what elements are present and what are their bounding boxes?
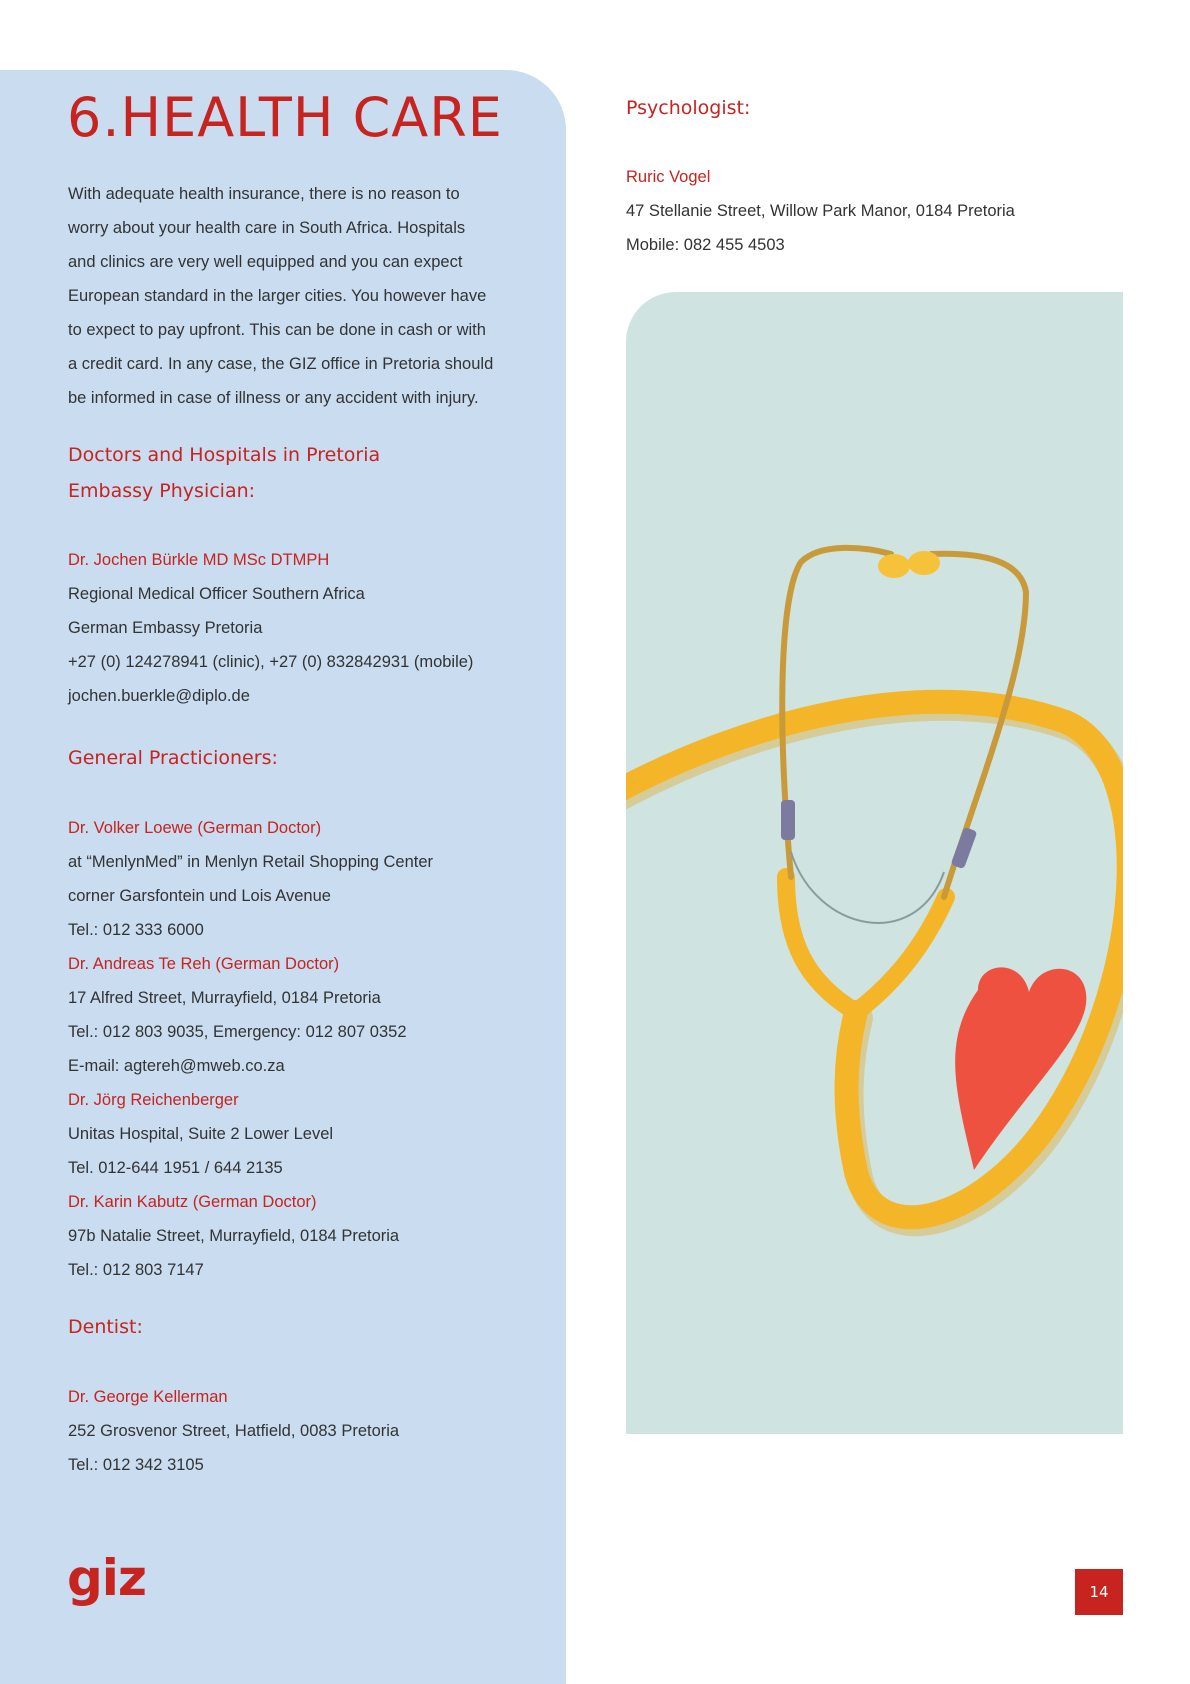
doctor-name: Dr. Jörg Reichenberger bbox=[68, 1091, 239, 1109]
photo-background bbox=[626, 292, 1123, 1434]
physician-name: Dr. Jochen Bürkle MD MSc DTMPH bbox=[68, 551, 330, 569]
contact-line: 97b Natalie Street, Murrayfield, 0184 Pretoria bbox=[68, 1227, 400, 1245]
intro-line: a credit card. In any case, the GIZ office in Pretoria should bbox=[68, 355, 494, 373]
contact-line: Regional Medical Officer Southern Africa bbox=[68, 585, 365, 603]
embassy-physician-contact bbox=[68, 543, 548, 713]
page-number-badge: 14 bbox=[1075, 1569, 1123, 1615]
doctor-name: Dr. Karin Kabutz (German Doctor) bbox=[68, 1193, 317, 1211]
intro-line: European standard in the larger cities. You however have bbox=[68, 287, 487, 305]
contact-line: 17 Alfred Street, Murrayfield, 0184 Pretoria bbox=[68, 989, 381, 1007]
email-link[interactable]: jochen.buerkle@diplo.de bbox=[68, 687, 250, 705]
sleeve-left bbox=[781, 800, 795, 840]
ear-tip-right bbox=[908, 551, 940, 575]
doctor-name: Dr. Volker Loewe (German Doctor) bbox=[68, 819, 322, 837]
contact-line: Tel. 012-644 1951 / 644 2135 bbox=[68, 1159, 283, 1177]
giz-logo: giz bbox=[67, 1549, 147, 1607]
contact-line: German Embassy Pretoria bbox=[68, 619, 263, 637]
psychologist-heading: Psychologist: bbox=[626, 97, 751, 119]
contact-line: Unitas Hospital, Suite 2 Lower Level bbox=[68, 1125, 334, 1143]
doctor-name: Dr. Andreas Te Reh (German Doctor) bbox=[68, 955, 340, 973]
contact-line: at “MenlynMed” in Menlyn Retail Shopping Center bbox=[68, 853, 434, 871]
contact-line: Mobile: 082 455 4503 bbox=[626, 236, 785, 254]
contact-line: 252 Grosvenor Street, Hatfield, 0083 Pretoria bbox=[68, 1422, 400, 1440]
general-practitioners-list bbox=[68, 811, 548, 1287]
contact-line: Tel.: 012 803 9035, Emergency: 012 807 0352 bbox=[68, 1023, 407, 1041]
intro-paragraph bbox=[68, 177, 518, 415]
dentist-name: Dr. George Kellerman bbox=[68, 1388, 228, 1406]
contact-line: +27 (0) 124278941 (clinic), +27 (0) 832842931 (mobile) bbox=[68, 653, 474, 671]
intro-line: be informed in case of illness or any accident with injury. bbox=[68, 389, 479, 407]
intro-line: and clinics are very well equipped and you can expect bbox=[68, 253, 463, 271]
intro-line: With adequate health insurance, there is no reason to bbox=[68, 185, 460, 203]
ear-tip-left bbox=[878, 554, 910, 578]
doctors-hospitals-heading: Doctors and Hospitals in Pretoria bbox=[68, 444, 381, 466]
page-title: 6.HEALTH CARE bbox=[67, 86, 503, 149]
contact-line: Tel.: 012 803 7147 bbox=[68, 1261, 204, 1279]
general-practitioners-heading: General Practicioners: bbox=[68, 747, 278, 769]
contact-line: corner Garsfontein und Lois Avenue bbox=[68, 887, 331, 905]
stethoscope-heart-illustration bbox=[626, 292, 1123, 1434]
intro-line: to expect to pay upfront. This can be done in cash or with bbox=[68, 321, 486, 339]
psychologist-contact bbox=[626, 160, 1146, 262]
contact-line: Tel.: 012 333 6000 bbox=[68, 921, 204, 939]
stethoscope-photo bbox=[626, 292, 1123, 1434]
dentist-contact bbox=[68, 1380, 548, 1482]
embassy-physician-heading: Embassy Physician: bbox=[68, 480, 256, 502]
contact-line: 47 Stellanie Street, Willow Park Manor, 0184 Pretoria bbox=[626, 202, 1015, 220]
email-link[interactable]: E-mail: agtereh@mweb.co.za bbox=[68, 1057, 285, 1075]
contact-line: Tel.: 012 342 3105 bbox=[68, 1456, 204, 1474]
intro-line: worry about your health care in South Africa. Hospitals bbox=[68, 219, 466, 237]
psychologist-name: Ruric Vogel bbox=[626, 168, 711, 186]
dentist-heading: Dentist: bbox=[68, 1316, 143, 1338]
